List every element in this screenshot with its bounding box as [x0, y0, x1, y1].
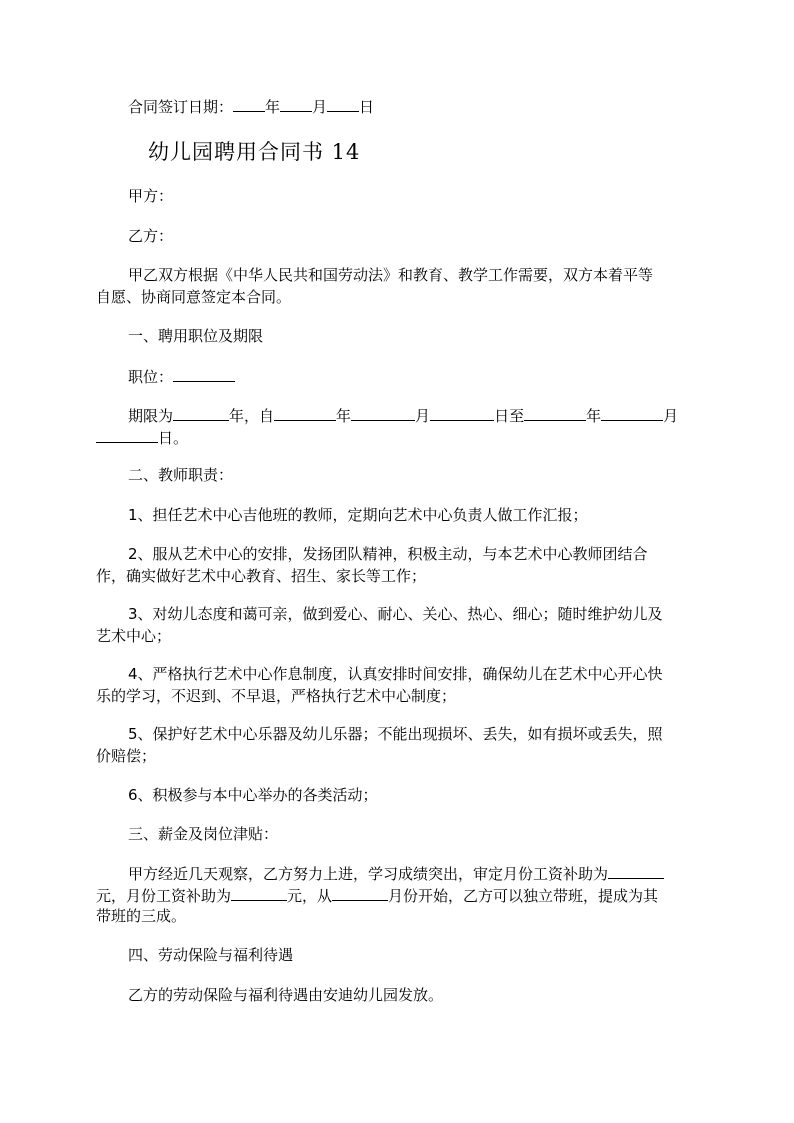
page-title: 幼儿园聘用合同书 14	[148, 140, 361, 164]
salary-text-2b: 元，从	[287, 887, 333, 905]
duty-item-5-line-1: 5、保护好艺术中心乐器及幼儿乐器；不能出现损坏、丢失，如有损坏或丢失，照	[128, 725, 663, 743]
blank-field	[608, 863, 664, 879]
position-label: 职位：	[128, 368, 174, 386]
term-line-2	[96, 427, 188, 448]
blank-field	[231, 885, 287, 901]
duty-item-3-line-2: 艺术中心；	[96, 627, 172, 645]
blank-field	[601, 405, 663, 421]
section4-body: 乙方的劳动保险与福利待遇由安迪幼儿园发放。	[128, 986, 444, 1004]
term-until: 日至	[494, 407, 525, 425]
term-year2: 年	[336, 407, 352, 425]
blank-field	[327, 96, 359, 112]
section1-heading: 一、聘用职位及期限	[128, 327, 264, 345]
duty-item-2-line-2: 作，确实做好艺术中心教育、招生、家长等工作；	[96, 567, 427, 585]
section2-heading: 二、教师职责：	[128, 466, 234, 484]
duty-item-1: 1、担任艺术中心吉他班的教师，定期向艺术中心负责人做工作汇报；	[128, 506, 588, 524]
duty-item-5-line-2: 价赔偿；	[96, 747, 157, 765]
salary-text-2c: 月份开始，乙方可以独立带班，提成为其	[388, 887, 659, 905]
salary-line-3: 带班的三成。	[96, 907, 187, 925]
blank-field	[173, 366, 235, 382]
position-line	[128, 366, 235, 387]
signing-date-month: 月	[312, 98, 328, 116]
signing-date-day: 日	[359, 98, 375, 116]
blank-field	[280, 96, 312, 112]
duty-item-4-line-1: 4、严格执行艺术中心作息制度，认真安排时间安排，确保幼儿在艺术中心开心快	[128, 665, 663, 683]
term-year3: 年	[586, 407, 602, 425]
signing-date-label: 合同签订日期：	[128, 98, 234, 116]
term-line	[128, 405, 678, 426]
section3-heading: 三、薪金及岗位津贴：	[128, 825, 279, 843]
blank-field	[524, 405, 586, 421]
party-b: 乙方：	[128, 227, 174, 245]
signing-date-line	[128, 96, 374, 117]
salary-text-1: 甲方经近几天观察，乙方努力上进，学习成绩突出，审定月份工资补助为	[128, 865, 609, 883]
blank-field	[274, 405, 336, 421]
salary-text-2a: 元，月份工资补助为	[96, 887, 232, 905]
term-month2: 月	[663, 407, 679, 425]
blank-field	[96, 427, 158, 443]
duty-item-2-line-1: 2、服从艺术中心的安排，发扬团队精神，积极主动，与本艺术中心教师团结合	[128, 545, 648, 563]
duty-item-3-line-1: 3、对幼儿态度和蔼可亲，做到爱心、耐心、关心、热心、细心；随时维护幼儿及	[128, 605, 663, 623]
term-month: 月	[415, 407, 431, 425]
blank-field	[430, 405, 494, 421]
blank-field	[233, 96, 265, 112]
blank-field	[332, 885, 388, 901]
blank-field	[173, 405, 229, 421]
salary-line-2	[96, 885, 658, 906]
section4-heading: 四、劳动保险与福利待遇	[128, 946, 294, 964]
intro-line-2: 自愿、协商同意签定本合同。	[96, 288, 292, 306]
signing-date-year: 年	[265, 98, 281, 116]
duty-item-4-line-2: 乐的学习，不迟到、不早退，严格执行艺术中心制度；	[96, 687, 457, 705]
blank-field	[351, 405, 415, 421]
term-day-end: 日。	[158, 429, 189, 447]
intro-line-1: 甲乙双方根据《中华人民共和国劳动法》和教育、教学工作需要，双方本着平等	[128, 266, 654, 284]
salary-line-1	[128, 863, 664, 884]
term-year: 年，自	[229, 407, 275, 425]
party-a: 甲方：	[128, 187, 174, 205]
duty-item-6: 6、积极参与本中心举办的各类活动；	[128, 786, 378, 804]
term-label: 期限为	[128, 407, 174, 425]
